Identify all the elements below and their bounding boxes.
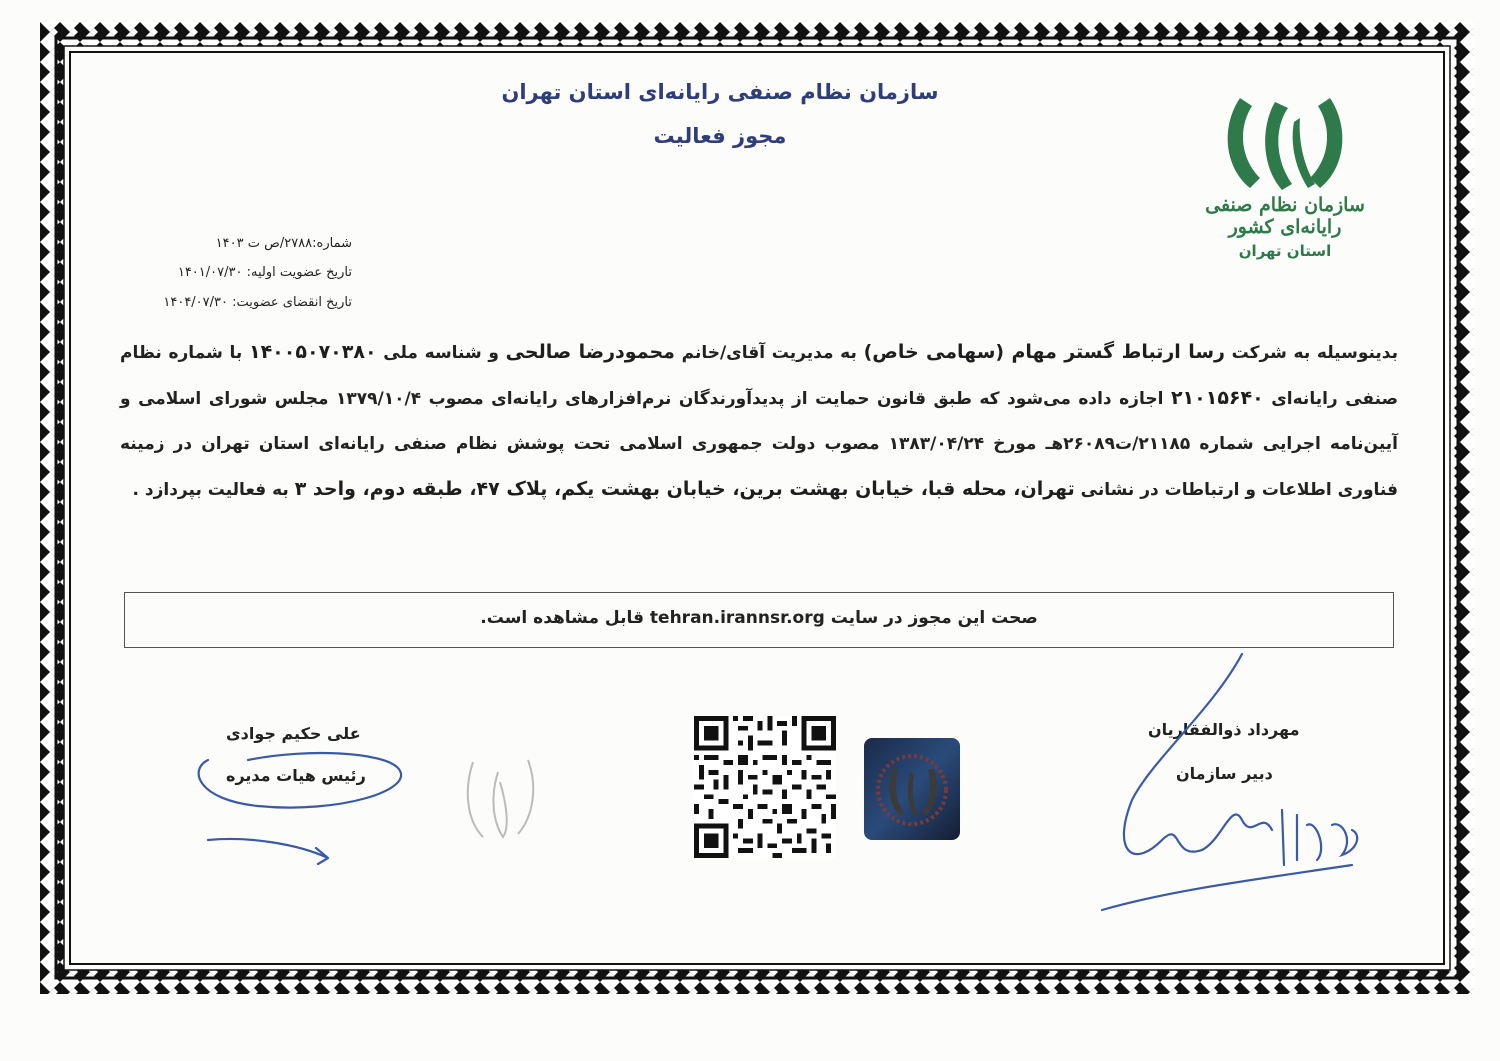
body-guild-label: با شماره نظام صنفی رایانه‌ای xyxy=(120,343,1398,409)
qr-code[interactable] xyxy=(694,716,836,858)
hologram-sticker xyxy=(864,738,960,840)
body-manager-label: به مدیریت آقای/خانم xyxy=(681,343,857,363)
secretary-title: دبیر سازمان xyxy=(1176,764,1273,783)
secretary-signature xyxy=(1092,650,1372,920)
embossed-seal xyxy=(448,752,548,852)
chairman-title: رئیس هیات مدیره xyxy=(226,766,366,785)
secretary-name: مهرداد ذوالفقاریان xyxy=(1148,720,1300,739)
chairman-signature xyxy=(188,740,418,870)
logo-wordmark: سازمان نظام صنفی رایانه‌ای کشور xyxy=(1205,194,1365,238)
organization-title: سازمان نظام صنفی رایانه‌ای استان تهران xyxy=(501,80,939,104)
membership-expiry-date: تاریخ انقضای عضویت: ۱۴۰۴/۰۷/۳۰ xyxy=(163,295,352,310)
verification-text xyxy=(124,608,1394,628)
body-national-id-label: و شناسه ملی xyxy=(383,343,499,363)
document-title: مجوز فعالیت xyxy=(653,124,787,148)
body-legal-text: اجازه داده می‌شود که طبق قانون حمایت از پدیدآورندگان نرم‌افزارهای رایانه‌ای مصوب ۱۳۷۹/۱۰/۴ مجلس شورای اسلامی و آیین‌نامه اجرایی شماره ۲۱۱۸۵/ت۲۶۰۸۹هـ مورخ ۱۳۸۳/۰۴/۲۴ مصوب دولت جمهوری اسلامی تحت پوشش نظام صنفی رایانه‌ای استان تهران در زمینه فناوری اطلاعات و ارتباطات در نشانی xyxy=(120,389,1398,500)
verification-site-link[interactable]: tehran.irannsr.org xyxy=(649,608,825,628)
national-id: ۱۴۰۰۵۰۷۰۳۸۰ xyxy=(248,341,377,363)
document-number: شماره:۲۷۸۸/ص ت ۱۴۰۳ xyxy=(215,236,352,251)
chairman-name: علی حکیم جوادی xyxy=(226,724,361,743)
manager-name: محمودرضا صالحی xyxy=(505,341,675,363)
business-address: تهران، محله قبا، خیابان بهشت برین، خیابان بهشت یکم، پلاک ۴۷، طبقه دوم، واحد ۳ xyxy=(294,478,1075,500)
body-intro: بدینوسیله به شرکت xyxy=(1231,343,1399,363)
guild-number: ۲۱۰۱۵۶۴۰ xyxy=(1170,387,1264,409)
verification-prefix: صحت این مجوز در سایت xyxy=(830,608,1038,628)
company-name: رسا ارتباط گستر مهام (سهامی خاص) xyxy=(863,341,1225,363)
membership-start-date: تاریخ عضویت اولیه: ۱۴۰۱/۰۷/۳۰ xyxy=(177,265,352,280)
verification-suffix: قابل مشاهده است. xyxy=(480,608,644,628)
license-body xyxy=(120,330,1398,513)
logo-subtitle: استان تهران xyxy=(1238,242,1332,260)
body-closing: به فعالیت بپردازد . xyxy=(132,480,289,500)
